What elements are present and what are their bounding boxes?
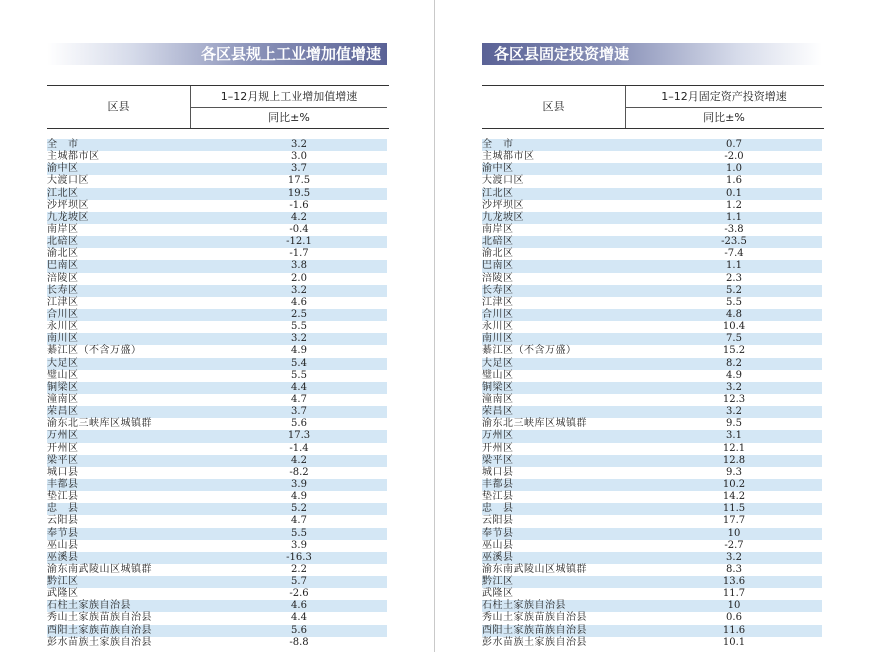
region-name: 丰都县 [47, 478, 79, 490]
region-name: 涪陵区 [47, 272, 79, 284]
table-row [47, 175, 387, 187]
table-row [47, 224, 387, 236]
table-row [482, 236, 822, 248]
region-name: 主城都市区 [47, 151, 100, 163]
growth-value: 1.0 [726, 163, 742, 175]
region-name: 江津区 [47, 296, 79, 308]
growth-value: 17.3 [287, 430, 311, 442]
table-row [47, 467, 387, 479]
growth-value: 7.5 [726, 333, 742, 345]
growth-value: 5.4 [291, 357, 307, 369]
growth-value: 1.2 [726, 199, 742, 211]
region-name: 渝东北三峡库区城镇群 [482, 418, 587, 430]
region-name: 巴南区 [482, 260, 514, 272]
region-name: 璧山区 [482, 369, 514, 381]
region-name: 酉阳土家族苗族自治县 [482, 624, 587, 636]
table-row [482, 297, 822, 309]
growth-value: 3.2 [291, 333, 307, 345]
table-row [47, 321, 387, 333]
growth-value: 9.3 [726, 466, 742, 478]
region-name: 铜梁区 [47, 381, 79, 393]
investment-table-body [482, 139, 822, 649]
growth-value: 5.6 [291, 624, 307, 636]
growth-value: 4.8 [726, 308, 742, 320]
table-row [482, 175, 822, 187]
growth-value: 4.6 [291, 296, 307, 308]
region-name: 永川区 [482, 321, 514, 333]
growth-value: 4.7 [291, 393, 307, 405]
growth-value: 3.2 [291, 139, 307, 150]
region-name: 九龙坡区 [47, 211, 89, 223]
region-name: 渝中区 [482, 163, 514, 175]
table-row [482, 564, 822, 576]
table-row [47, 139, 387, 151]
growth-value: -7.4 [724, 248, 744, 260]
table-row [47, 248, 387, 260]
table-row [482, 600, 822, 612]
growth-value: 3.2 [726, 406, 742, 418]
growth-value: 4.2 [291, 211, 307, 223]
table-row [482, 273, 822, 285]
table-row [47, 406, 387, 418]
growth-value: -1.7 [289, 248, 309, 260]
region-name: 大足区 [47, 357, 79, 369]
growth-value: 3.2 [726, 381, 742, 393]
region-name: 垫江县 [482, 491, 514, 503]
region-name: 江北区 [47, 187, 79, 199]
region-name: 奉节县 [482, 527, 514, 539]
region-name: 长寿区 [482, 284, 514, 296]
region-name: 涪陵区 [482, 272, 514, 284]
region-name: 永川区 [47, 321, 79, 333]
region-name: 武隆区 [47, 588, 79, 600]
region-name: 主城都市区 [482, 151, 535, 163]
table-row [47, 455, 387, 467]
region-name: 渝北区 [47, 248, 79, 260]
region-name: 江北区 [482, 187, 514, 199]
table-row [482, 260, 822, 272]
table-row [47, 358, 387, 370]
region-name: 渝东南武陵山区城镇群 [47, 563, 152, 575]
region-name: 秀山土家族苗族自治县 [482, 612, 587, 624]
growth-value: 2.3 [726, 272, 742, 284]
table-row [47, 273, 387, 285]
growth-value: 5.5 [291, 321, 307, 333]
growth-value: 0.1 [726, 187, 742, 199]
table-row [47, 163, 387, 175]
region-name: 彭水苗族土家族自治县 [482, 636, 587, 648]
table-row [482, 540, 822, 552]
table-row [482, 285, 822, 297]
growth-value: 8.3 [726, 563, 742, 575]
growth-value: 13.6 [722, 576, 746, 588]
table-row [482, 321, 822, 333]
growth-value: 19.5 [287, 187, 311, 199]
region-name: 綦江区（不含万盛） [47, 345, 142, 357]
table-row [47, 588, 387, 600]
region-name: 沙坪坝区 [482, 199, 524, 211]
table-row [47, 260, 387, 272]
table-row [482, 406, 822, 418]
table-row [47, 382, 387, 394]
growth-value: 1.6 [726, 175, 742, 187]
region-name: 合川区 [482, 308, 514, 320]
table-row [482, 188, 822, 200]
region-column-header: 区县 [482, 86, 626, 128]
table-row [482, 576, 822, 588]
region-name: 万州区 [482, 430, 514, 442]
growth-value: -0.4 [289, 223, 309, 235]
table-row [47, 612, 387, 624]
region-name: 石柱土家族自治县 [47, 600, 131, 612]
growth-value: 10.2 [722, 478, 746, 490]
table-row [47, 188, 387, 200]
growth-value: 4.4 [291, 612, 307, 624]
industrial-growth-title: 各区县规上工业增加值增速 [47, 43, 387, 65]
region-name: 开州区 [47, 442, 79, 454]
region-name: 南岸区 [482, 223, 514, 235]
unit-column-header: 同比±% [703, 111, 745, 124]
region-name: 垫江县 [47, 491, 79, 503]
growth-value: 8.2 [726, 357, 742, 369]
table-row [482, 200, 822, 212]
table-row [47, 394, 387, 406]
growth-value: -12.1 [286, 236, 312, 248]
table-row [47, 491, 387, 503]
growth-value: 10 [727, 600, 741, 612]
region-name: 忠 县 [47, 503, 79, 515]
growth-value: 4.4 [291, 381, 307, 393]
growth-value: 17.7 [722, 515, 746, 527]
table-row [47, 430, 387, 442]
region-name: 南岸区 [47, 223, 79, 235]
table-row [47, 200, 387, 212]
table-row [482, 637, 822, 649]
growth-value: 10.1 [722, 636, 746, 648]
table-row [482, 588, 822, 600]
region-name: 巫溪县 [47, 551, 79, 563]
table-row [482, 309, 822, 321]
table-row [47, 333, 387, 345]
growth-value: 3.7 [291, 163, 307, 175]
growth-value: 12.3 [722, 393, 746, 405]
table-row [482, 515, 822, 527]
region-name: 渝东南武陵山区城镇群 [482, 563, 587, 575]
region-name: 开州区 [482, 442, 514, 454]
table-row [47, 503, 387, 515]
region-name: 大渡口区 [482, 175, 524, 187]
growth-value: 0.7 [726, 139, 742, 150]
region-name: 潼南区 [47, 393, 79, 405]
region-name: 渝北区 [482, 248, 514, 260]
growth-value: -8.2 [289, 466, 309, 478]
region-name: 大渡口区 [47, 175, 89, 187]
growth-value: 11.7 [722, 588, 746, 600]
region-name: 忠 县 [482, 503, 514, 515]
growth-value: 4.2 [291, 454, 307, 466]
region-name: 城口县 [482, 466, 514, 478]
table-row [482, 394, 822, 406]
growth-value: 5.2 [291, 503, 307, 515]
table-row [47, 370, 387, 382]
growth-value: 3.0 [291, 151, 307, 163]
table-row [47, 418, 387, 430]
investment-growth-panel [482, 43, 824, 649]
region-name: 南川区 [47, 333, 79, 345]
growth-value: 10 [727, 527, 741, 539]
region-name: 铜梁区 [482, 381, 514, 393]
region-name: 云阳县 [47, 515, 79, 527]
table-row [482, 455, 822, 467]
growth-value: -23.5 [721, 236, 747, 248]
region-name: 沙坪坝区 [47, 199, 89, 211]
growth-value: -16.3 [286, 551, 312, 563]
table-row [47, 600, 387, 612]
table-row [482, 418, 822, 430]
region-name: 荣昌区 [47, 406, 79, 418]
table-row [47, 309, 387, 321]
growth-value: 5.2 [726, 284, 742, 296]
table-row [482, 139, 822, 151]
region-name: 九龙坡区 [482, 211, 524, 223]
table-row [47, 528, 387, 540]
region-name: 合川区 [47, 308, 79, 320]
growth-value: 3.2 [726, 551, 742, 563]
region-name: 丰都县 [482, 478, 514, 490]
growth-value: 4.9 [291, 491, 307, 503]
growth-value: 3.1 [726, 430, 742, 442]
table-row [482, 491, 822, 503]
region-name: 巫山县 [47, 539, 79, 551]
region-name: 梁平区 [482, 454, 514, 466]
growth-value: 10.4 [722, 321, 746, 333]
growth-value: 2.0 [291, 272, 307, 284]
table-row [482, 248, 822, 260]
table-row [47, 297, 387, 309]
region-name: 彭水苗族土家族自治县 [47, 636, 152, 648]
growth-value: 2.2 [291, 563, 307, 575]
table-row [482, 370, 822, 382]
growth-value: 9.5 [726, 418, 742, 430]
table-row [47, 540, 387, 552]
unit-column-header: 同比±% [268, 111, 310, 124]
region-name: 潼南区 [482, 393, 514, 405]
region-name: 全 市 [482, 139, 514, 150]
growth-value: 3.2 [291, 284, 307, 296]
growth-value: 5.5 [291, 527, 307, 539]
region-name: 渝东北三峡库区城镇群 [47, 418, 152, 430]
growth-value: 3.9 [291, 478, 307, 490]
region-name: 黔江区 [47, 576, 79, 588]
growth-value: 5.7 [291, 576, 307, 588]
growth-value: 4.6 [291, 600, 307, 612]
growth-value: 5.5 [726, 296, 742, 308]
table-row [47, 564, 387, 576]
growth-value: 4.7 [291, 515, 307, 527]
table-row [47, 151, 387, 163]
growth-value: -1.4 [289, 442, 309, 454]
table-row [482, 503, 822, 515]
region-name: 綦江区（不含万盛） [482, 345, 577, 357]
region-name: 奉节县 [47, 527, 79, 539]
table-row [47, 236, 387, 248]
table-row [47, 552, 387, 564]
region-name: 云阳县 [482, 515, 514, 527]
table-row [47, 637, 387, 649]
growth-value: 1.1 [726, 211, 742, 223]
growth-value: 3.7 [291, 406, 307, 418]
growth-value: 11.5 [722, 503, 746, 515]
growth-value: -2.6 [289, 588, 309, 600]
table-row [482, 528, 822, 540]
table-row [482, 430, 822, 442]
region-name: 巫溪县 [482, 551, 514, 563]
region-name: 石柱土家族自治县 [482, 600, 566, 612]
growth-value: 0.6 [726, 612, 742, 624]
page-fold-divider [434, 0, 435, 652]
metric-column-header: 1–12月规上工业增加值增速 [191, 86, 387, 108]
region-name: 南川区 [482, 333, 514, 345]
table-row [482, 212, 822, 224]
region-name: 荣昌区 [482, 406, 514, 418]
region-name: 万州区 [47, 430, 79, 442]
growth-value: 4.9 [726, 369, 742, 381]
region-name: 北碚区 [482, 236, 514, 248]
table-row [482, 612, 822, 624]
region-name: 巴南区 [47, 260, 79, 272]
growth-value: 5.6 [291, 418, 307, 430]
growth-value: 1.1 [726, 260, 742, 272]
region-name: 长寿区 [47, 284, 79, 296]
growth-value: 14.2 [722, 491, 746, 503]
region-name: 大足区 [482, 357, 514, 369]
table-row [482, 345, 822, 357]
table-row [482, 163, 822, 175]
growth-value: 12.8 [722, 454, 746, 466]
metric-column-header: 1–12月固定资产投资增速 [626, 86, 822, 108]
table-row [47, 345, 387, 357]
growth-value: 11.6 [722, 624, 746, 636]
region-name: 秀山土家族苗族自治县 [47, 612, 152, 624]
region-name: 城口县 [47, 466, 79, 478]
growth-value: 17.5 [287, 175, 311, 187]
table-row [482, 552, 822, 564]
region-name: 江津区 [482, 296, 514, 308]
growth-value: 4.9 [291, 345, 307, 357]
table-row [482, 333, 822, 345]
growth-value: -8.8 [289, 636, 309, 648]
table-row [482, 382, 822, 394]
table-row [482, 443, 822, 455]
growth-value: 12.1 [722, 442, 746, 454]
growth-value: -3.8 [724, 223, 744, 235]
region-column-header: 区县 [47, 86, 191, 128]
industrial-growth-panel [47, 43, 389, 649]
region-name: 渝中区 [47, 163, 79, 175]
table-row [482, 224, 822, 236]
table-row [47, 479, 387, 491]
investment-growth-title: 各区县固定投资增速 [482, 43, 822, 65]
table-row [47, 285, 387, 297]
table-row [47, 625, 387, 637]
growth-value: -2.0 [724, 151, 744, 163]
region-name: 北碚区 [47, 236, 79, 248]
region-name: 武隆区 [482, 588, 514, 600]
growth-value: 3.8 [291, 260, 307, 272]
table-row [47, 515, 387, 527]
table-row [47, 212, 387, 224]
table-row [47, 576, 387, 588]
table-row [482, 467, 822, 479]
growth-value: 2.5 [291, 308, 307, 320]
table-row [47, 443, 387, 455]
table-row [482, 151, 822, 163]
region-name: 全 市 [47, 139, 79, 150]
growth-value: 15.2 [722, 345, 746, 357]
region-name: 璧山区 [47, 369, 79, 381]
growth-value: 3.9 [291, 539, 307, 551]
industrial-table-body [47, 139, 387, 649]
industrial-table-header [47, 85, 389, 129]
region-name: 梁平区 [47, 454, 79, 466]
table-row [482, 358, 822, 370]
growth-value: 5.5 [291, 369, 307, 381]
region-name: 巫山县 [482, 539, 514, 551]
region-name: 酉阳土家族苗族自治县 [47, 624, 152, 636]
growth-value: -2.7 [724, 539, 744, 551]
region-name: 黔江区 [482, 576, 514, 588]
table-row [482, 479, 822, 491]
investment-table-header [482, 85, 824, 129]
table-row [482, 625, 822, 637]
growth-value: -1.6 [289, 199, 309, 211]
